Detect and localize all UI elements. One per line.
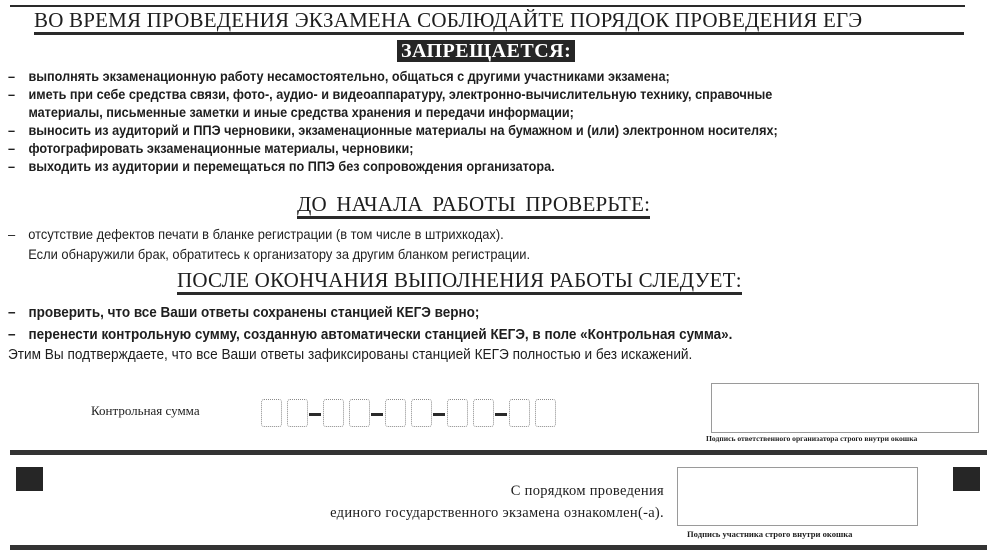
item-text: Если обнаружили брак, обратитесь к организатору за другим бланком регистрации. [28, 246, 531, 262]
top-rule [10, 5, 965, 7]
checksum-separator [371, 413, 383, 416]
check-heading-text: ДО НАЧАЛА РАБОТЫ ПРОВЕРЬТЕ: [297, 192, 651, 216]
checksum-digit-box[interactable] [349, 399, 370, 427]
ack-line-2: единого государственного экзамена ознакомлен(-а). [330, 505, 664, 521]
dash: – [8, 141, 16, 156]
check-list [8, 224, 983, 264]
checksum-separator [309, 413, 321, 416]
ack-line-1: С порядком проведения [510, 483, 664, 499]
participant-acknowledgement [330, 480, 664, 524]
prohibited-banner: ЗАПРЕЩАЕТСЯ: [397, 40, 575, 62]
item-text: фотографировать экзаменационные материалы, черновики; [28, 141, 414, 156]
main-heading-text: ВО ВРЕМЯ ПРОВЕДЕНИЯ ЭКЗАМЕНА СОБЛЮДАЙТЕ ПОРЯДОК ПРОВЕДЕНИЯ ЕГЭ [34, 8, 863, 32]
item-text: иметь при себе средства связи, фото-, аудио- и видеоаппаратуру, электронно-вычислительную технику, справочные [28, 87, 773, 102]
organizer-signature-caption: Подпись ответственного организатора строго внутри окошка [706, 434, 918, 443]
dash: – [8, 159, 16, 174]
participant-signature-box[interactable] [677, 467, 918, 526]
bottom-divider [10, 545, 987, 550]
checksum-label: Контрольная сумма [91, 403, 200, 418]
participant-signature-caption: Подпись участника строго внутри окошка [687, 529, 853, 539]
checksum-separator [495, 413, 507, 416]
prohibited-item [8, 158, 990, 176]
item-text: материалы, письменные заметки и иные средства хранения и передачи информации; [28, 105, 574, 120]
after-item [8, 302, 990, 324]
item-text: выносить из аудиторий и ППЭ черновики, экзаменационные материалы на бумажном и (или) электронном носителях; [28, 123, 778, 138]
prohibited-item [8, 122, 990, 140]
prohibited-item [8, 68, 990, 86]
section-divider [10, 450, 987, 455]
item-text: проверить, что все Ваши ответы сохранены станцией КЕГЭ верно; [28, 305, 480, 321]
checksum-field [261, 399, 556, 427]
item-text: выходить из аудитории и перемещаться по ППЭ без сопровождения организатора. [28, 159, 555, 174]
checksum-digit-box[interactable] [261, 399, 282, 427]
checksum-digit-box[interactable] [323, 399, 344, 427]
checksum-digit-box[interactable] [509, 399, 530, 427]
checksum-digit-box[interactable] [411, 399, 432, 427]
after-list [8, 302, 990, 346]
main-heading [34, 9, 964, 35]
dash: – [8, 87, 16, 102]
prohibited-list [8, 68, 990, 176]
after-item [8, 324, 990, 346]
prohibited-item [8, 86, 990, 104]
checksum-digit-box[interactable] [473, 399, 494, 427]
checksum-digit-box[interactable] [535, 399, 556, 427]
dash: – [8, 69, 16, 84]
prohibited-item-continuation [8, 104, 990, 122]
organizer-signature-box[interactable] [711, 383, 979, 433]
check-item [8, 224, 983, 244]
checksum-digit-box[interactable] [385, 399, 406, 427]
dash: – [8, 123, 16, 138]
dash: – [8, 305, 16, 321]
confirmation-text: Этим Вы подтверждаете, что все Ваши ответы зафиксированы станцией КЕГЭ полностью и без искажений. [8, 347, 693, 363]
check-heading [297, 193, 650, 219]
alignment-marker-left [16, 467, 43, 491]
dash: – [8, 226, 16, 242]
item-text: отсутствие дефектов печати в бланке регистрации (в том числе в штрихкодах). [28, 226, 504, 242]
check-item-continuation [8, 244, 983, 264]
alignment-marker-right [953, 467, 980, 491]
after-heading-text: ПОСЛЕ ОКОНЧАНИЯ ВЫПОЛНЕНИЯ РАБОТЫ СЛЕДУЕТ: [177, 268, 742, 292]
checksum-digit-box[interactable] [287, 399, 308, 427]
item-text: выполнять экзаменационную работу несамостоятельно, общаться с другими участниками экзамена; [28, 69, 670, 84]
item-text: перенести контрольную сумму, созданную автоматически станцией КЕГЭ, в поле «Контрольная сумма». [28, 327, 733, 343]
checksum-separator [433, 413, 445, 416]
after-heading [177, 269, 742, 295]
checksum-digit-box[interactable] [447, 399, 468, 427]
dash: – [8, 327, 16, 343]
prohibited-item [8, 140, 990, 158]
